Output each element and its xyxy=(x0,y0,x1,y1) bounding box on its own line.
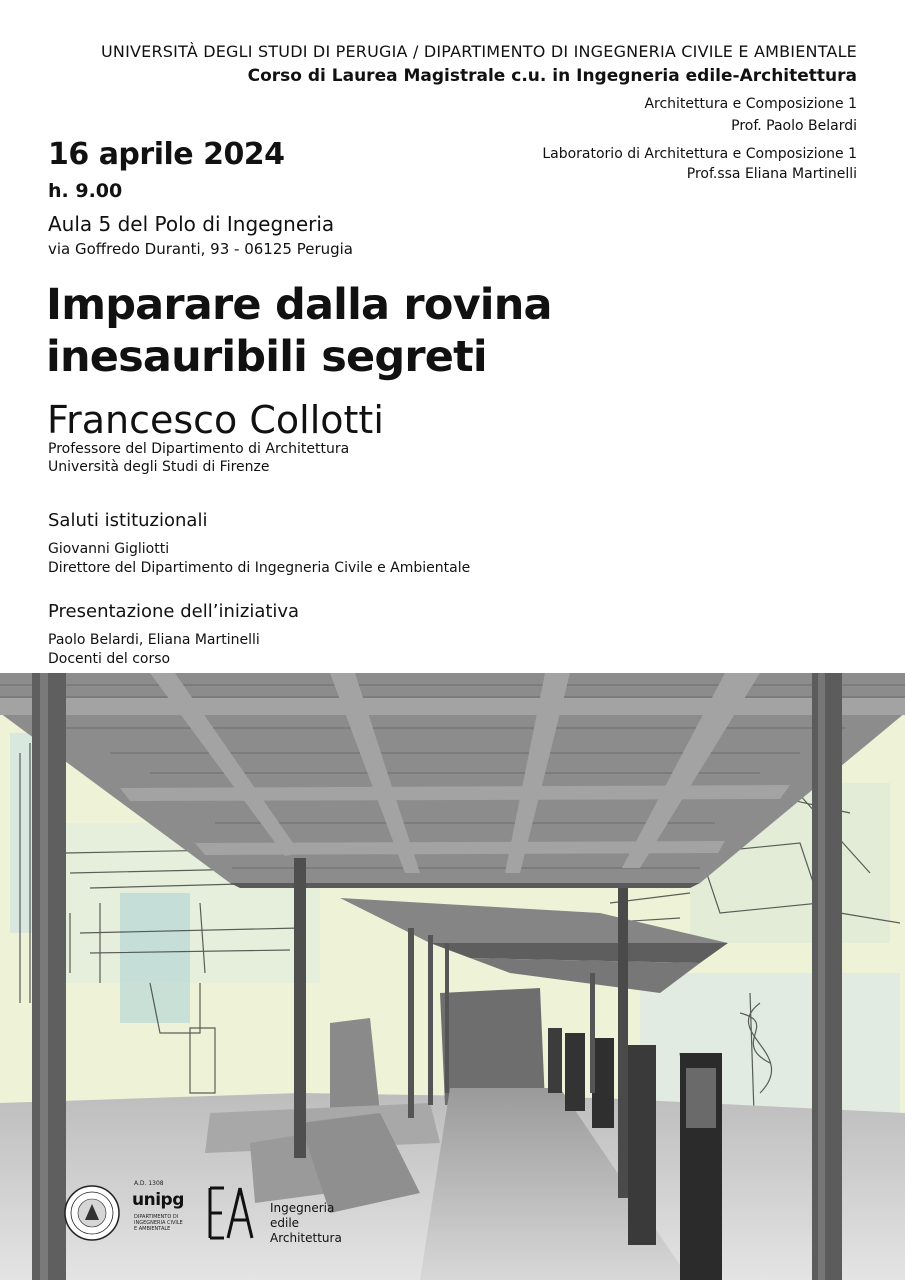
section-presentation-heading: Presentazione dell’iniziativa xyxy=(48,601,300,622)
university-name: UNIVERSITÀ DEGLI STUDI DI PERUGIA / DIPARTIMENTO DI INGEGNERIA CIVILE E AMBIENTALE xyxy=(101,42,857,61)
event-date: 16 aprile 2024 xyxy=(48,137,285,172)
course-2-name: Laboratorio di Architettura e Composizione 1 xyxy=(542,146,857,162)
event-venue: Aula 5 del Polo di Ingegneria xyxy=(48,212,335,236)
section-greetings-heading: Saluti istituzionali xyxy=(48,510,208,531)
title-line-1: Imparare dalla rovina xyxy=(46,280,552,330)
section-presentation-role: Docenti del corso xyxy=(48,651,171,667)
ea-logo-line-3: Architettura xyxy=(270,1231,342,1245)
ea-logo-line-2: edile xyxy=(270,1216,300,1230)
course-name: Corso di Laurea Magistrale c.u. in Ingegneria edile-Architettura xyxy=(247,66,857,86)
event-address: via Goffredo Duranti, 93 - 06125 Perugia xyxy=(48,240,353,258)
university-seal-icon xyxy=(63,1184,121,1242)
ea-logo-icon xyxy=(206,1184,262,1242)
speaker-role-1: Professore del Dipartimento di Architettura xyxy=(48,441,350,457)
event-time: h. 9.00 xyxy=(48,180,123,202)
section-presentation-names: Paolo Belardi, Eliana Martinelli xyxy=(48,632,260,648)
course-2-professor: Prof.ssa Eliana Martinelli xyxy=(686,166,857,182)
unipg-department: DIPARTIMENTO DI INGEGNERIA CIVILE E AMBIENTALE xyxy=(134,1214,183,1232)
speaker-name: Francesco Collotti xyxy=(47,398,384,442)
course-1-professor: Prof. Paolo Belardi xyxy=(731,118,857,134)
section-greetings-role: Direttore del Dipartimento di Ingegneria Civile e Ambientale xyxy=(48,560,471,576)
unipg-year: A.D. 1308 xyxy=(134,1180,164,1187)
section-greetings-names: Giovanni Gigliotti xyxy=(48,541,170,557)
canopy-illustration xyxy=(0,673,905,1280)
title-line-2: inesauribili segreti xyxy=(46,332,487,382)
course-1-name: Architettura e Composizione 1 xyxy=(644,96,857,112)
unipg-logo-text: unipg xyxy=(132,1190,184,1210)
speaker-role-2: Università degli Studi di Firenze xyxy=(48,459,270,475)
ea-logo-line-1: Ingegneria xyxy=(270,1201,335,1215)
